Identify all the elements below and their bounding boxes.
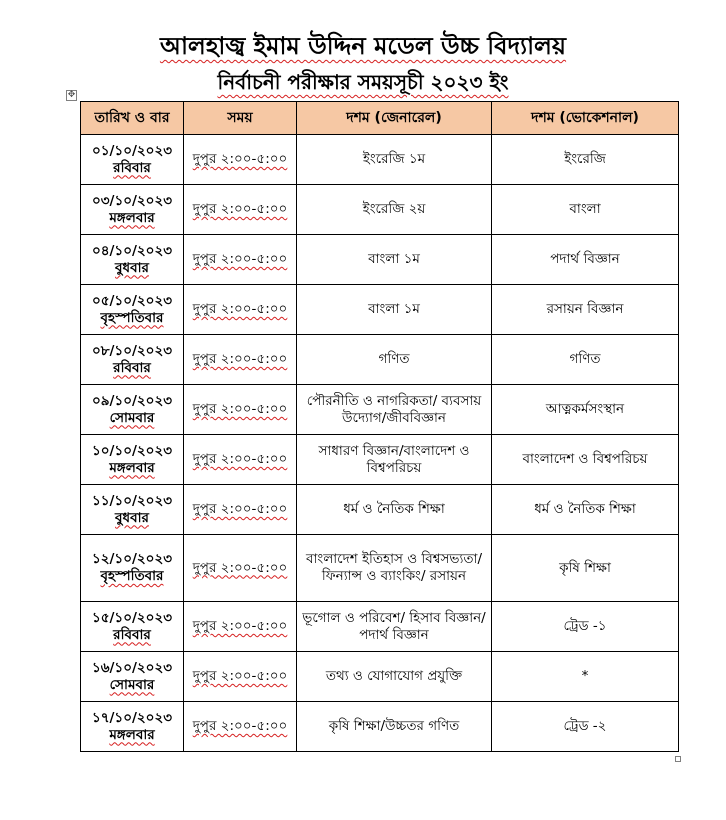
exam-time-text: দুপুর ২:০০-৫:০০: [192, 201, 288, 217]
general-subject: পৌরনীতি ও নাগরিকতা/ ব্যবসায় উদ্যোগ/জীববিজ্ঞান: [297, 385, 492, 435]
table-row: [81, 135, 679, 185]
table-row: [81, 185, 679, 235]
general-subject: তথ্য ও যোগাযোগ প্রযুক্তি: [297, 652, 492, 702]
vocational-subject: আত্নকর্মসংস্থান: [492, 385, 679, 435]
vocational-subject: ট্রেড -২: [492, 702, 679, 752]
exam-date: ১২/১০/২০২৩: [91, 551, 173, 567]
page-subtitle: নির্বাচনী পরীক্ষার সময়সূচী ২০২৩ ইং: [217, 70, 509, 94]
date-day-cell: [81, 185, 184, 235]
date-day-cell: [81, 335, 184, 385]
exam-date: ০১/১০/২০২৩: [91, 142, 173, 159]
date-day-cell: [81, 485, 184, 535]
vocational-subject: পদার্থ বিজ্ঞান: [492, 235, 679, 285]
date-day-cell: [81, 652, 184, 702]
vocational-subject: ট্রেড -১: [492, 602, 679, 652]
exam-day: সোমবার: [109, 409, 155, 426]
exam-day: বুধবার: [115, 509, 149, 526]
exam-date: ১১/১০/২০২৩: [91, 492, 173, 509]
exam-day: মঙ্গলবার: [109, 726, 155, 743]
vocational-subject: বাংলা: [492, 185, 679, 235]
exam-day: রবিবার: [113, 359, 151, 376]
table-row: [81, 702, 679, 752]
date-day-cell: [81, 702, 184, 752]
exam-time: [184, 385, 297, 435]
exam-time: [184, 185, 297, 235]
exam-day: বৃহস্পতিবার: [100, 568, 164, 584]
vocational-subject: ইংরেজি: [492, 135, 679, 185]
general-subject: কৃষি শিক্ষা/উচ্চতর গণিত: [297, 702, 492, 752]
exam-day: বৃহস্পতিবার: [100, 309, 164, 326]
exam-time-text: দুপুর ২:০০-৫:০০: [192, 501, 288, 517]
general-subject: ইংরেজি ২য়: [297, 185, 492, 235]
table-header-row: [81, 102, 679, 135]
exam-time: [184, 235, 297, 285]
table-row: [81, 385, 679, 435]
exam-time: [184, 652, 297, 702]
exam-date: ১৫/১০/২০২৩: [91, 609, 173, 626]
table-row: [81, 652, 679, 702]
general-subject: বাংলা ১ম: [297, 235, 492, 285]
general-subject: সাধারণ বিজ্ঞান/বাংলাদেশ ও বিশ্বপরিচয়: [297, 435, 492, 485]
date-day-cell: [81, 602, 184, 652]
date-day-cell: [81, 235, 184, 285]
exam-date: ০৯/১০/২০২৩: [91, 392, 173, 409]
exam-date: ০৮/১০/২০২৩: [91, 342, 173, 359]
header-date-day: তারিখ ও বার: [81, 102, 184, 135]
general-subject: ধর্ম ও নৈতিক শিক্ষা: [297, 485, 492, 535]
table-row: [81, 435, 679, 485]
exam-time-text: দুপুর ২:০০-৫:০০: [192, 301, 288, 317]
exam-day: বুধবার: [115, 259, 149, 276]
exam-time: [184, 435, 297, 485]
table-row: [81, 285, 679, 335]
header-time: সময়: [184, 102, 297, 135]
general-subject: গণিত: [297, 335, 492, 385]
header-general: দশম (জেনারেল): [297, 102, 492, 135]
exam-date: ০৫/১০/২০২৩: [91, 292, 173, 309]
exam-time-text: দুপুর ২:০০-৫:০০: [192, 718, 288, 734]
exam-date: ১৬/১০/২০২৩: [91, 659, 173, 676]
table-row: [81, 485, 679, 535]
exam-time: [184, 602, 297, 652]
table-row: [81, 335, 679, 385]
exam-time: [184, 335, 297, 385]
exam-time-text: দুপুর ২:০০-৫:০০: [192, 151, 288, 167]
exam-date: ১৭/১০/২০২৩: [91, 709, 173, 726]
exam-date: ১০/১০/২০২৩: [91, 442, 173, 459]
general-subject: বাংলাদেশ ইতিহাস ও বিশ্বসভ্যতা/ফিন্যান্স ও ব্যাংকিং/ রসায়ন: [297, 535, 492, 602]
date-day-cell: [81, 535, 184, 602]
date-day-cell: [81, 285, 184, 335]
exam-time-text: দুপুর ২:০০-৫:০০: [192, 618, 288, 634]
vocational-subject: *: [492, 652, 679, 702]
exam-day: রবিবার: [113, 626, 151, 643]
exam-date: ০৩/১০/২০২৩: [91, 192, 173, 209]
exam-day: মঙ্গলবার: [109, 459, 155, 476]
exam-time: [184, 285, 297, 335]
exam-day: সোমবার: [109, 676, 155, 693]
exam-schedule-table: [80, 101, 679, 752]
vocational-subject: কৃষি শিক্ষা: [492, 535, 679, 602]
date-day-cell: [81, 435, 184, 485]
date-day-cell: [81, 135, 184, 185]
table-row: [81, 235, 679, 285]
table-row: [81, 602, 679, 652]
exam-time-text: দুপুর ২:০০-৫:০০: [192, 351, 288, 367]
exam-time: [184, 135, 297, 185]
exam-time-text: দুপুর ২:০০-৫:০০: [192, 668, 288, 684]
vocational-subject: ধর্ম ও নৈতিক শিক্ষা: [492, 485, 679, 535]
exam-day: মঙ্গলবার: [109, 209, 155, 226]
table-row: [81, 535, 679, 602]
exam-time-text: দুপুর ২:০০-৫:০০: [192, 251, 288, 267]
exam-day: রবিবার: [113, 159, 151, 176]
exam-time-text: দুপুর ২:০০-৫:০০: [192, 401, 288, 417]
exam-time-text: দুপুর ২:০০-৫:০০: [192, 451, 288, 467]
exam-time: [184, 535, 297, 602]
vocational-subject: গণিত: [492, 335, 679, 385]
vocational-subject: রসায়ন বিজ্ঞান: [492, 285, 679, 335]
exam-time-text: দুপুর ২:০০-৫:০০: [192, 559, 288, 576]
exam-time: [184, 702, 297, 752]
date-day-cell: [81, 385, 184, 435]
general-subject: ইংরেজি ১ম: [297, 135, 492, 185]
resize-handle-icon[interactable]: [675, 756, 681, 762]
header-vocational: দশম (ভোকেশনাল): [492, 102, 679, 135]
move-handle-icon[interactable]: ✥: [67, 90, 76, 100]
exam-time: [184, 485, 297, 535]
vocational-subject: বাংলাদেশ ও বিশ্বপরিচয়: [492, 435, 679, 485]
general-subject: ভূগোল ও পরিবেশ/ হিসাব বিজ্ঞান/পদার্থ বিজ্ঞান: [297, 602, 492, 652]
general-subject: বাংলা ১ম: [297, 285, 492, 335]
page-title: আলহাজ্ব ইমাম উদ্দিন মডেল উচ্চ বিদ্যালয়: [159, 32, 567, 60]
exam-date: ০৪/১০/২০২৩: [91, 242, 173, 259]
